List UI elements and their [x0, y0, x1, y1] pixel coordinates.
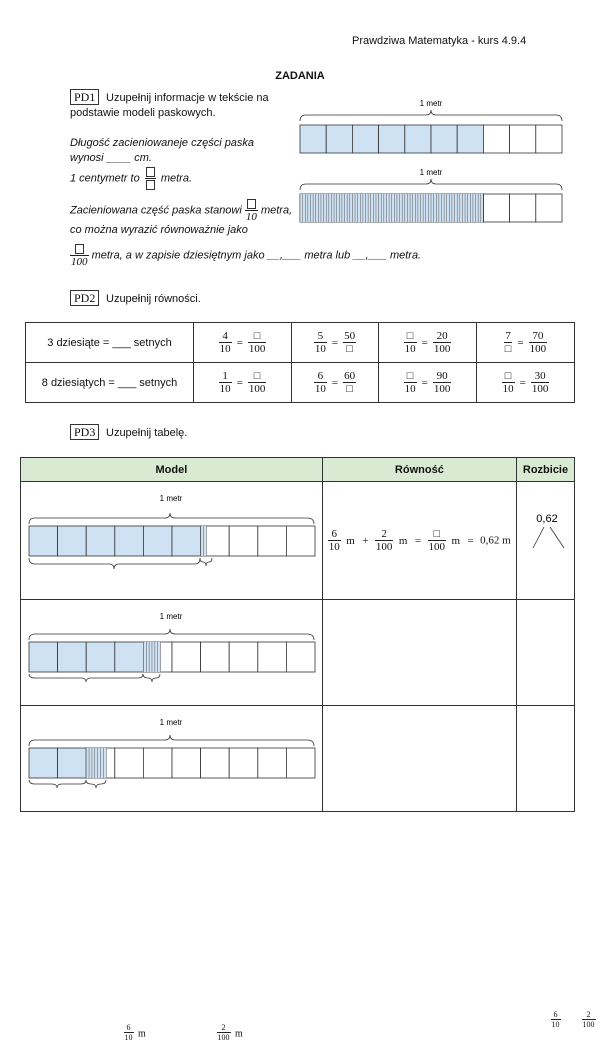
bar-hundredth [465, 194, 468, 222]
row1-tree [517, 482, 574, 594]
pd2-intro: Uzupełnij równości. [106, 293, 201, 305]
bar-hundredth [155, 642, 158, 672]
bar-segment [405, 125, 431, 153]
bar-hundredth [363, 194, 366, 222]
tree-right: $\frac{2}{100}$ [582, 1009, 595, 1029]
row1-brace-hundredths [200, 558, 212, 566]
bar-hundredth [103, 748, 106, 778]
bar-segment [58, 748, 87, 778]
row1-equation: $\frac{6}{10}$ m + $\frac{2}{100}$ m = $\frac{□}{100}$ m = 0,62 m [328, 528, 511, 553]
bar-hundredth [308, 194, 311, 222]
bar-hundredth [447, 194, 450, 222]
row3-model [21, 706, 323, 812]
tree-left: $\frac{6}{10}$ [551, 1009, 560, 1029]
bar-hundredth [452, 194, 455, 222]
pd3-row-2 [21, 600, 575, 706]
bar-segment [115, 642, 144, 672]
bar-segment [258, 748, 287, 778]
bar-hundredth [149, 642, 152, 672]
bar-hundredth [321, 194, 324, 222]
bar-hundredth [428, 194, 431, 222]
bar-segment [172, 748, 201, 778]
bar-hundredth [310, 194, 313, 222]
pd2-row [26, 363, 575, 403]
bar-hundredth [355, 194, 358, 222]
bar-segment [286, 748, 315, 778]
bar-hundredth [426, 194, 429, 222]
bar-hundredth [418, 194, 421, 222]
bar-segment [510, 125, 536, 153]
bar-segment [258, 642, 287, 672]
bar-segment [286, 642, 315, 672]
pd2-equality-cell[interactable]: $\frac{5}{10}$ = $\frac{50}{□}$ [292, 323, 379, 363]
row3-rozbicie[interactable] [517, 706, 575, 812]
bar-hundredth [400, 194, 403, 222]
bar-hundredth [413, 194, 416, 222]
pd1-decimal-label: metra, a w zapisie dziesiętnym jako __,___ metra lub __,___ metra. [91, 249, 422, 262]
row3-bar [29, 748, 315, 778]
bar-hundredth [201, 526, 204, 556]
bar-hundredth [392, 194, 395, 222]
bar-hundredth [345, 194, 348, 222]
bar-hundredth [376, 194, 379, 222]
row2-model [21, 600, 323, 706]
pd2-tag: PD2 [70, 290, 99, 306]
bar-segment [229, 748, 258, 778]
bar-segment [29, 748, 58, 778]
bar-hundredth [394, 194, 397, 222]
bar-segment [201, 642, 230, 672]
bar-hundredth [324, 194, 327, 222]
bar-segment [326, 125, 352, 153]
bar-segment [172, 526, 201, 556]
bar-hundredth [334, 194, 337, 222]
bar-hundredth [381, 194, 384, 222]
bar-hundredth [444, 194, 447, 222]
header-model: Model [21, 458, 323, 482]
bar-hundredth [342, 194, 345, 222]
row2-rozbicie[interactable] [517, 600, 575, 706]
pd2-equalities-table [25, 322, 575, 403]
tree-top: 0,62 [536, 513, 558, 525]
bar-hundredth [441, 194, 444, 222]
page-header: Prawdziwa Matematyka - kurs 4.9.4 [352, 35, 527, 47]
page-title: ZADANIA [275, 70, 325, 82]
pd1-tag: PD1 [70, 89, 99, 105]
bar-hundredth [92, 748, 95, 778]
row1-rozbicie [517, 482, 595, 1029]
bar-hundredth [203, 526, 206, 556]
bar-hundredth [350, 194, 353, 222]
bar-hundredth [360, 194, 363, 222]
bar-segment [536, 125, 562, 153]
bar-hundredth [402, 194, 405, 222]
pd2-row-label: 3 dziesiąte = ___ setnych [26, 323, 194, 363]
bar-segment [457, 125, 483, 153]
pd1-metra-label: metra. [160, 172, 193, 185]
bar-segment [29, 526, 58, 556]
bar-segment [58, 642, 87, 672]
bar-hundredth [460, 194, 463, 222]
bar-hundredth [331, 194, 334, 222]
bar-segment [29, 642, 58, 672]
bar-segment [300, 125, 326, 153]
bar-hundredth [397, 194, 400, 222]
bar2 [300, 194, 562, 222]
bar-hundredth [101, 748, 104, 778]
bar-hundredth [303, 194, 306, 222]
bar-hundredth [373, 194, 376, 222]
bar-hundredth [86, 748, 89, 778]
pd1-shaded-label: Zacieniowana część paska stanowi [70, 204, 242, 217]
row3-equality[interactable] [322, 706, 516, 812]
bar-segment [431, 125, 457, 153]
bar-hundredth [415, 194, 418, 222]
bar-segment [258, 526, 287, 556]
pd1-bar-models [295, 95, 567, 227]
pd2-equality-cell[interactable]: $\frac{4}{10}$ = $\frac{□}{100}$ [194, 323, 292, 363]
blank-box[interactable] [247, 199, 256, 209]
bar-hundredth [305, 194, 308, 222]
pd1-shaded-text [70, 198, 300, 238]
bar-hundredth [95, 748, 98, 778]
bar1 [300, 125, 562, 153]
bar-hundredth [368, 194, 371, 222]
pd2-equality-cell[interactable]: $\frac{□}{10}$ = $\frac{30}{100}$ [476, 363, 574, 403]
bar-segment [229, 642, 258, 672]
bar-segment [483, 194, 509, 222]
row1-brace-tenths [29, 558, 200, 569]
pd1-hundredths-fraction: 100 [70, 243, 89, 268]
bar1-brace [300, 110, 562, 121]
row2-model-svg [21, 600, 321, 700]
bar-hundredth [339, 194, 342, 222]
bar-hundredth [316, 194, 319, 222]
pd3-table [20, 457, 595, 1042]
bar-hundredth [455, 194, 458, 222]
bar-segment [58, 526, 87, 556]
blank-box[interactable] [146, 180, 155, 190]
bar-hundredth [476, 194, 479, 222]
row1-bar-label: 1 metr [159, 494, 183, 503]
bar-segment [172, 642, 201, 672]
pd2-row [26, 323, 575, 363]
bar-hundredth [98, 748, 101, 778]
bar-segment [115, 748, 144, 778]
bar-hundredth [449, 194, 452, 222]
bar-segment [352, 125, 378, 153]
row2-bar-label: 1 metr [159, 612, 183, 621]
bar-hundredth [384, 194, 387, 222]
bar-hundredth [407, 194, 410, 222]
row3-model-svg [21, 706, 321, 806]
bar-hundredth [389, 194, 392, 222]
header-rozbicie: Rozbicie [517, 458, 575, 482]
pd2-equality-cell[interactable]: $\frac{6}{10}$ = $\frac{60}{□}$ [292, 363, 379, 403]
pd1-cm-fraction [145, 166, 156, 191]
pd1-length-text: Długość zacieniowaneje części paska wynosi ____ cm. [70, 137, 255, 164]
bar-hundredth [318, 194, 321, 222]
pd2-equality-cell[interactable]: $\frac{7}{□}$ = $\frac{70}{100}$ [476, 323, 574, 363]
row1-label-tenths: $\frac{6}{10}$ m [124, 1022, 146, 1042]
bar-hundredth [366, 194, 369, 222]
bar-hundredth [405, 194, 408, 222]
bar-hundredth [379, 194, 382, 222]
bar-hundredth [358, 194, 361, 222]
pd1-intro: Uzupełnij informacje w tekście na podstawie modeli paskowych. [70, 92, 269, 119]
bar-hundredth [436, 194, 439, 222]
pd1-decimal-text [70, 243, 490, 268]
bar-hundredth [146, 642, 149, 672]
pd2-equality-cell[interactable]: $\frac{1}{10}$ = $\frac{□}{100}$ [194, 363, 292, 403]
bar-segment [143, 748, 172, 778]
bar-hundredth [300, 194, 303, 222]
bar-segment [536, 194, 562, 222]
bar-segment [201, 748, 230, 778]
row3-bar-label: 1 metr [159, 718, 183, 727]
row1-model [21, 482, 323, 1042]
bar-hundredth [473, 194, 476, 222]
pd3-row-1 [21, 482, 575, 600]
row1-label-hundredths: $\frac{2}{100}$ m [217, 1022, 243, 1042]
pd1-equiv-label: metra, co można wyrazić równoważnie jako [70, 204, 293, 236]
bar-hundredth [158, 642, 161, 672]
bar-hundredth [386, 194, 389, 222]
bar-hundredth [423, 194, 426, 222]
row1-model-svg [21, 482, 321, 594]
bar-segment [483, 125, 509, 153]
bar-segment [86, 526, 115, 556]
header-rownosc: Równość [322, 458, 516, 482]
pd3-row-3 [21, 706, 575, 812]
bar-hundredth [470, 194, 473, 222]
bar-hundredth [152, 642, 155, 672]
bar-segment [143, 526, 172, 556]
bar-hundredth [143, 642, 146, 672]
bar-hundredth [347, 194, 350, 222]
pd2-equality-cell[interactable]: $\frac{□}{10}$ = $\frac{20}{100}$ [378, 323, 476, 363]
blank-box[interactable] [146, 167, 155, 177]
bar-segment [379, 125, 405, 153]
pd1-shaded-fraction: 10 [245, 198, 258, 223]
bar-hundredth [431, 194, 434, 222]
bar-segment [229, 526, 258, 556]
bar-hundredth [89, 748, 92, 778]
bar-hundredth [329, 194, 332, 222]
bar1-label: 1 metr [419, 99, 443, 108]
blank-box[interactable] [75, 244, 84, 254]
pd1-cm-label: 1 centymetr to [70, 172, 140, 185]
bar2-brace [300, 179, 562, 190]
bar-hundredth [352, 194, 355, 222]
bar-hundredth [313, 194, 316, 222]
bar-segment [86, 642, 115, 672]
pd2-row-label: 8 dziesiątych = ___ setnych [26, 363, 194, 403]
row1-equality [322, 482, 516, 600]
bar-hundredth [478, 194, 481, 222]
bar-hundredth [457, 194, 460, 222]
bar2-label: 1 metr [419, 168, 443, 177]
row1-bar [29, 526, 315, 556]
row2-bar [29, 642, 315, 672]
bar-hundredth [371, 194, 374, 222]
pd1-centimeter-text [70, 166, 192, 191]
bar-segment [286, 526, 315, 556]
pd2-equality-cell[interactable]: $\frac{□}{10}$ = $\frac{90}{100}$ [378, 363, 476, 403]
bar-segment [115, 526, 144, 556]
bar-hundredth [468, 194, 471, 222]
bar-hundredth [434, 194, 437, 222]
bar-hundredth [337, 194, 340, 222]
bar-hundredth [462, 194, 465, 222]
bar-hundredth [410, 194, 413, 222]
pd3-intro: Uzupełnij tabelę. [106, 427, 188, 439]
bar-segment [510, 194, 536, 222]
bar-hundredth [421, 194, 424, 222]
pd3-tag: PD3 [70, 424, 99, 440]
row2-equality[interactable] [322, 600, 516, 706]
bar-hundredth [326, 194, 329, 222]
bar-hundredth [439, 194, 442, 222]
